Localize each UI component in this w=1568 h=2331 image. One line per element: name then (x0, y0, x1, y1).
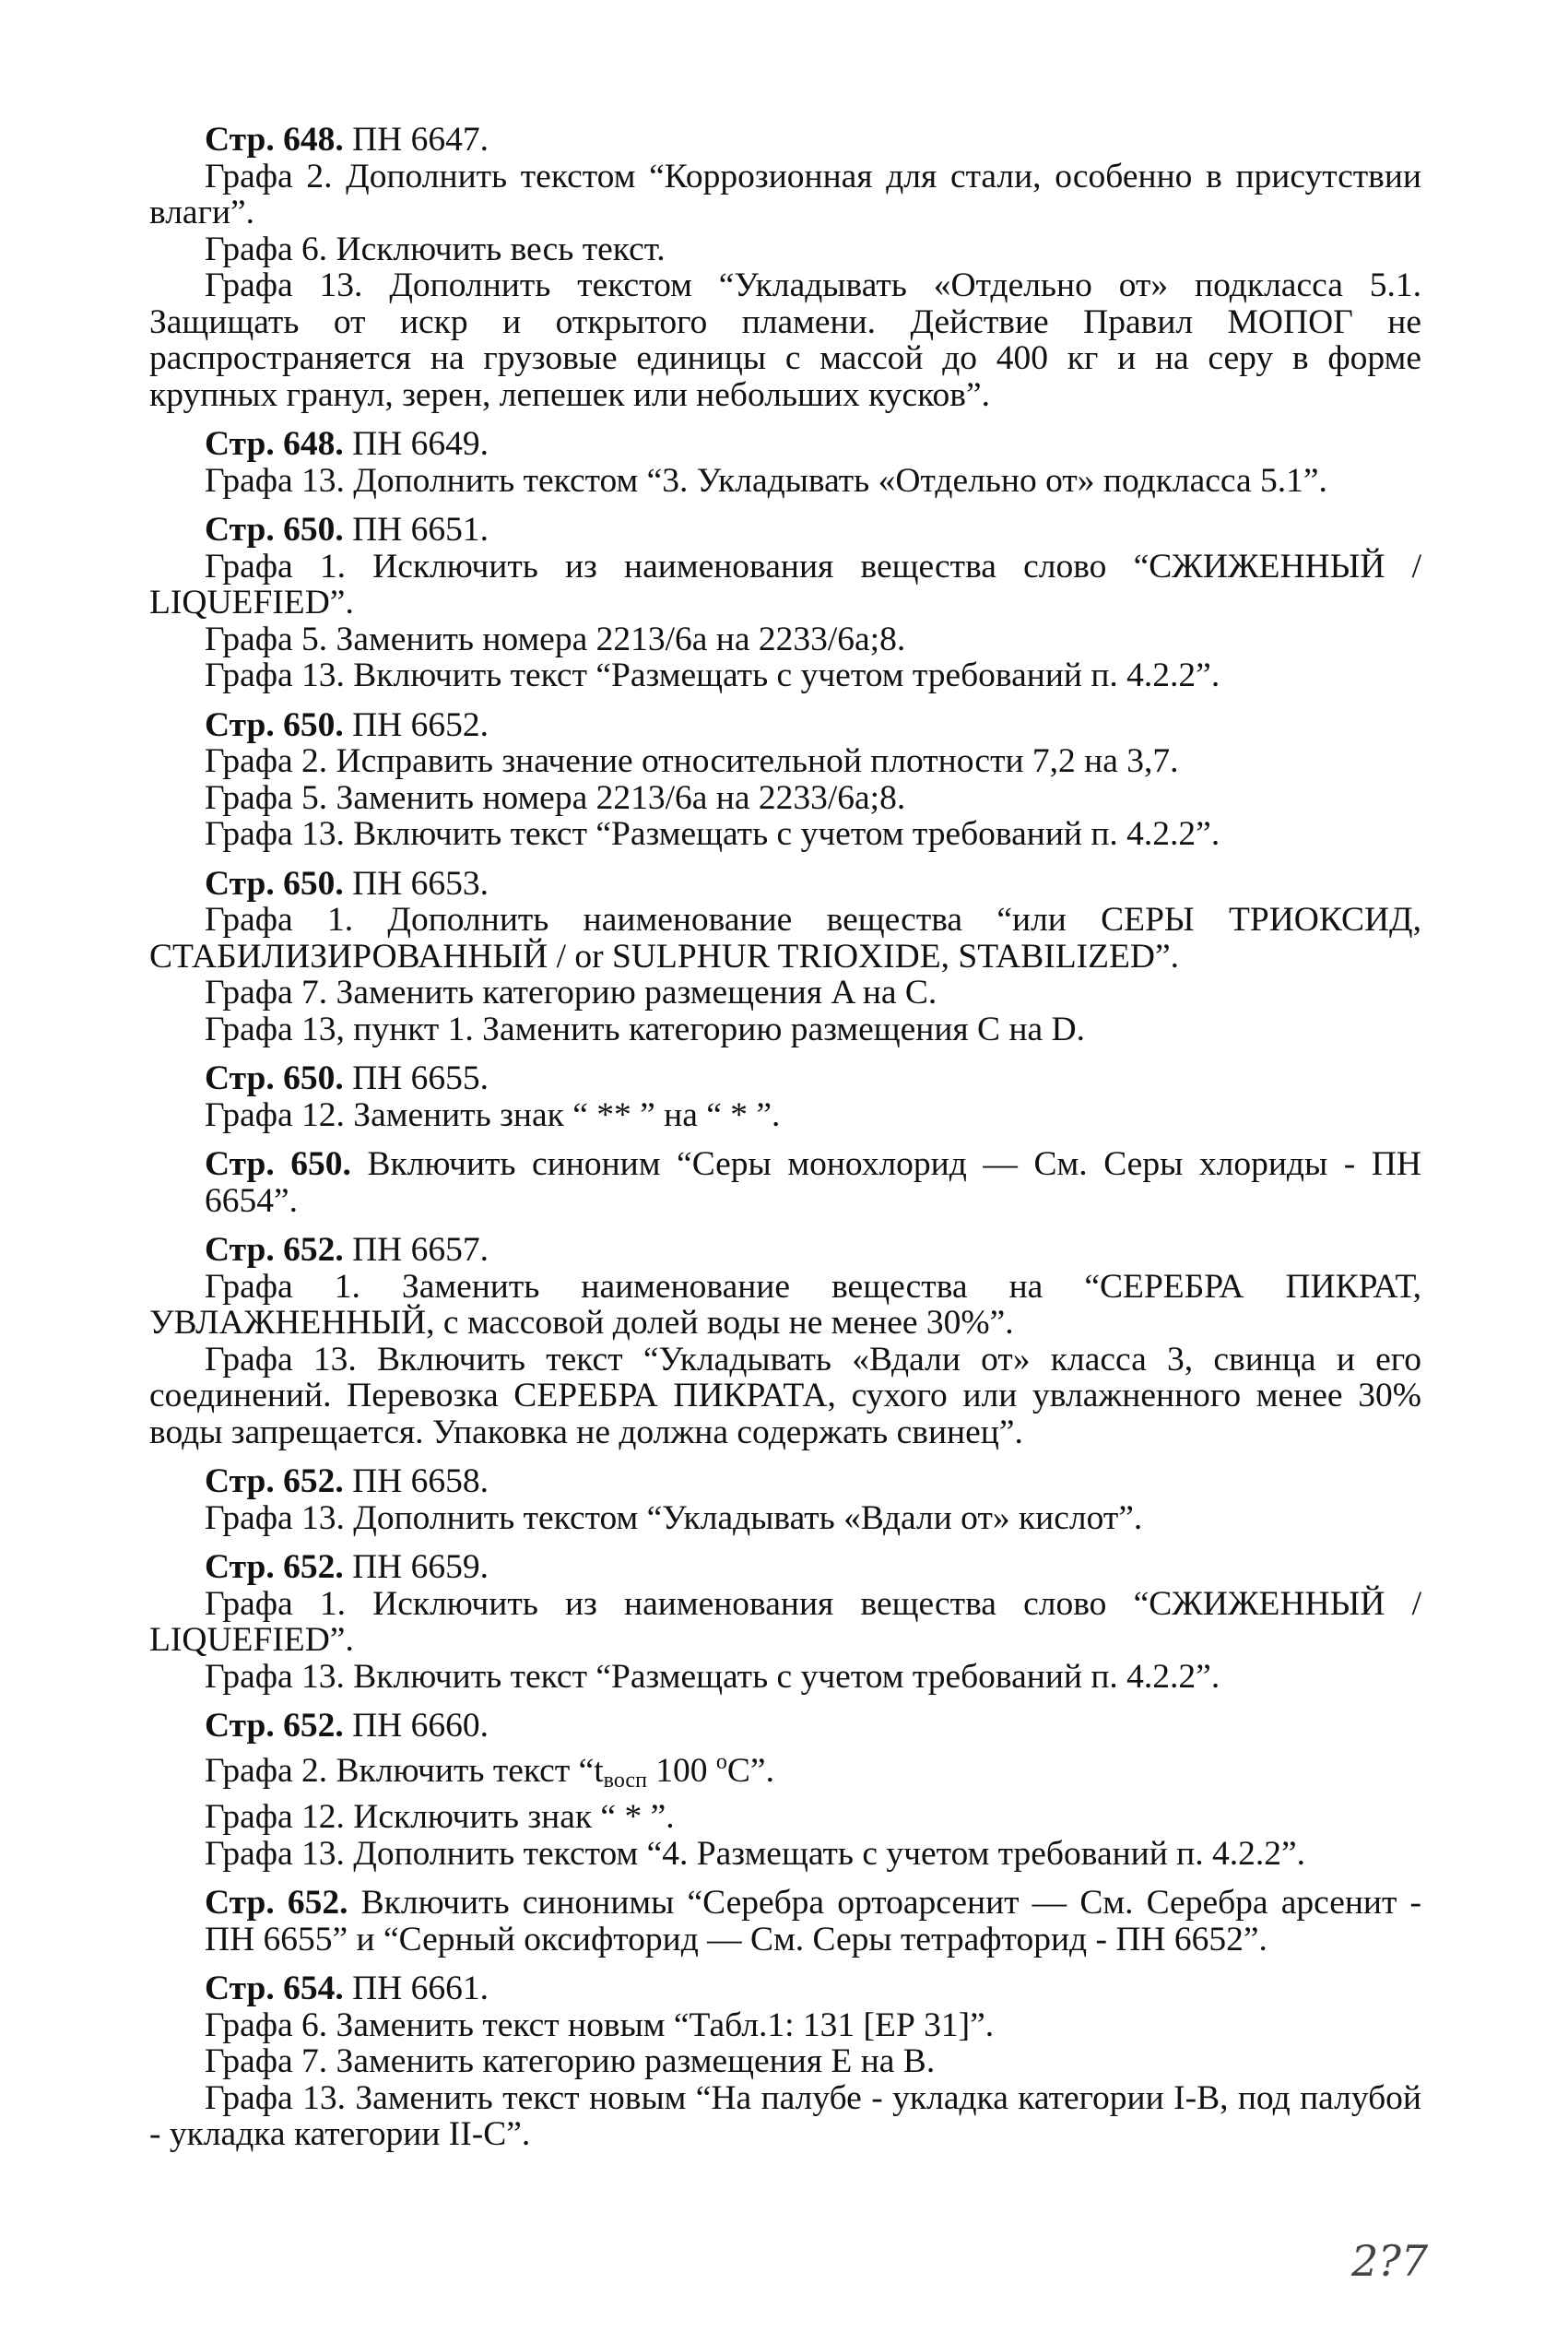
document-body (149, 122, 1421, 2166)
entry-heading (149, 1146, 1421, 1219)
entry-heading (149, 1060, 1421, 1097)
entry-title: Включить синоним “Серы монохлорид — См. Серы хлориды - ПН 6654”. (205, 1145, 1421, 1220)
entry-652-6658 (149, 1463, 1421, 1536)
entry-title: ПН 6649. (352, 425, 489, 463)
entry-title: ПН 6659. (352, 1548, 489, 1586)
entry-heading (149, 1463, 1421, 1500)
page-reference: Стр. 652. (205, 1231, 344, 1269)
entry-line: Графа 7. Заменить категорию размещения A на С. (205, 974, 937, 1012)
entry-line: Графа 1. Заменить наименование вещества на “СЕРЕБРА ПИКРАТ, УВЛАЖНЕННЫЙ, с массовой долей воды не менее 30%”. (149, 1267, 1421, 1342)
page-reference: Стр. 650. (205, 864, 344, 903)
entry-line: Графа 12. Заменить знак “ ** ” на “ * ”. (205, 1095, 781, 1134)
degree-superscript: o (715, 1749, 727, 1774)
temperature-value: 100 (646, 1751, 716, 1790)
entry-652-synonyms (149, 1885, 1421, 1958)
entry-heading (149, 122, 1421, 159)
page-reference: Стр. 648. (205, 121, 344, 159)
entry-title: ПН 6661. (352, 1970, 489, 2007)
entry-line: Графа 6. Заменить текст новым “Табл.1: 131 [ЕР 31]”. (205, 2006, 995, 2044)
entry-line: Графа 5. Заменить номера 2213/6а на 2233/6а;8. (205, 620, 906, 658)
entry-heading (149, 512, 1421, 549)
entry-line: Графа 13, пункт 1. Заменить категорию размещения С на D. (205, 1010, 1085, 1048)
page-reference: Стр. 650. (205, 511, 344, 549)
entry-title: ПН 6657. (352, 1231, 489, 1269)
page-number: 2?7 (1351, 2236, 1429, 2286)
entry-652-6659 (149, 1549, 1421, 1695)
entry-heading (149, 1232, 1421, 1269)
entry-heading (149, 1708, 1421, 1745)
entry-line: Графа 5. Заменить номера 2213/6а на 2233/6а;8. (205, 778, 906, 817)
page-reference: Стр. 652. (205, 1884, 348, 1922)
entry-line: Графа 13. Включить текст “Размещать с учетом требований п. 4.2.2”. (205, 657, 1220, 694)
entry-heading (149, 1549, 1421, 1586)
page-reference: Стр. 654. (205, 1970, 344, 2007)
entry-654-6661 (149, 1970, 1421, 2153)
page-reference: Стр. 648. (205, 425, 344, 463)
entry-heading (149, 426, 1421, 463)
temperature-suffix: С”. (726, 1751, 774, 1790)
entry-652-6660 (149, 1708, 1421, 1872)
entry-line: Графа 1. Дополнить наименование вещества “или СЕРЫ ТРИОКСИД, СТАБИЛИЗИРОВАННЫЙ / or SULPHUR TRIOXIDE, STABILIZED”. (149, 901, 1421, 976)
entry-title: Включить синонимы “Серебра ортоарсенит — См. Серебра арсенит - ПН 6655” и “Серный оксифторид — См. Серы тетрафторид - ПН 6652”. (205, 1884, 1421, 1958)
entry-title: ПН 6658. (352, 1462, 489, 1500)
entry-line: Графа 2. Дополнить текстом “Коррозионная для стали, особенно в присутствии влаги”. (149, 157, 1421, 231)
entry-title: ПН 6653. (352, 864, 489, 903)
entry-heading (149, 1970, 1421, 2007)
page-reference: Стр. 652. (205, 1707, 344, 1745)
entry-648-6647 (149, 122, 1421, 413)
page-reference: Стр. 650. (205, 1145, 351, 1183)
page-reference: Стр. 650. (205, 1059, 344, 1097)
entry-650-6652 (149, 707, 1421, 853)
entry-652-6657 (149, 1232, 1421, 1450)
entry-line: Графа 13. Дополнить текстом “Укладывать «Вдали от» кислот”. (205, 1498, 1143, 1537)
entry-heading (149, 707, 1421, 744)
page-reference: Стр. 652. (205, 1548, 344, 1586)
entry-line: Графа 12. Исключить знак “ * ”. (205, 1798, 675, 1836)
entry-line: Графа 13. Заменить текст новым “На палубе - укладка категории I-B, под палубой - укладка категории II-С”. (149, 2078, 1421, 2153)
temperature-prefix: Графа 2. Включить текст “t (205, 1751, 604, 1790)
entry-line: Графа 1. Исключить из наименования вещества слово “СЖИЖЕННЫЙ / LIQUEFIED”. (149, 547, 1421, 621)
entry-line: Графа 13. Включить текст “Размещать с учетом требований п. 4.2.2”. (205, 815, 1220, 853)
temperature-subscript: восп (603, 1768, 647, 1793)
entry-648-6649 (149, 426, 1421, 499)
entry-line: Графа 13. Включить текст “Размещать с учетом требований п. 4.2.2”. (205, 1657, 1220, 1696)
entry-650-6655 (149, 1060, 1421, 1133)
entry-title: ПН 6655. (352, 1059, 489, 1097)
entry-650-6651 (149, 512, 1421, 694)
page-reference: Стр. 652. (205, 1462, 344, 1500)
entry-heading (149, 866, 1421, 903)
entry-line: Графа 13. Дополнить текстом “Укладывать «Отдельно от» подкласса 5.1. Защищать от искр и открытого пламени. Действие Правил МОПОГ не распространяется на грузовые единицы с массой до 400 кг и на серу в форме крупных гранул, зерен, лепешек или небольших кусков”. (149, 266, 1421, 414)
entry-title: ПН 6651. (352, 511, 489, 549)
entry-650-synonym (149, 1146, 1421, 1219)
entry-title: ПН 6660. (352, 1707, 489, 1745)
entry-title: ПН 6652. (352, 705, 489, 744)
entry-line: Графа 13. Дополнить текстом “3. Укладывать «Отдельно от» подкласса 5.1”. (205, 461, 1327, 500)
entry-heading (149, 1885, 1421, 1958)
entry-line: Графа 7. Заменить категорию размещения Е на В. (205, 2042, 936, 2080)
entry-line: Графа 2. Исправить значение относительной плотности 7,2 на 3,7. (205, 742, 1179, 780)
entry-line: Графа 6. Исключить весь текст. (205, 230, 666, 268)
entry-line: Графа 13. Включить текст “Укладывать «Вдали от» класса 3, свинца и его соединений. Перевозка СЕРЕБРА ПИКРАТА, сухого или увлажненного менее 30% воды запрещается. Упаковка не должна содержать свинец”. (149, 1340, 1421, 1451)
entry-title: ПН 6647. (352, 121, 489, 159)
entry-line-temperature (149, 1745, 1421, 1800)
page-reference: Стр. 650. (205, 705, 344, 744)
entry-650-6653 (149, 866, 1421, 1048)
entry-line: Графа 1. Исключить из наименования вещества слово “СЖИЖЕННЫЙ / LIQUEFIED”. (149, 1584, 1421, 1659)
entry-line: Графа 13. Дополнить текстом “4. Размещать с учетом требований п. 4.2.2”. (205, 1834, 1306, 1873)
